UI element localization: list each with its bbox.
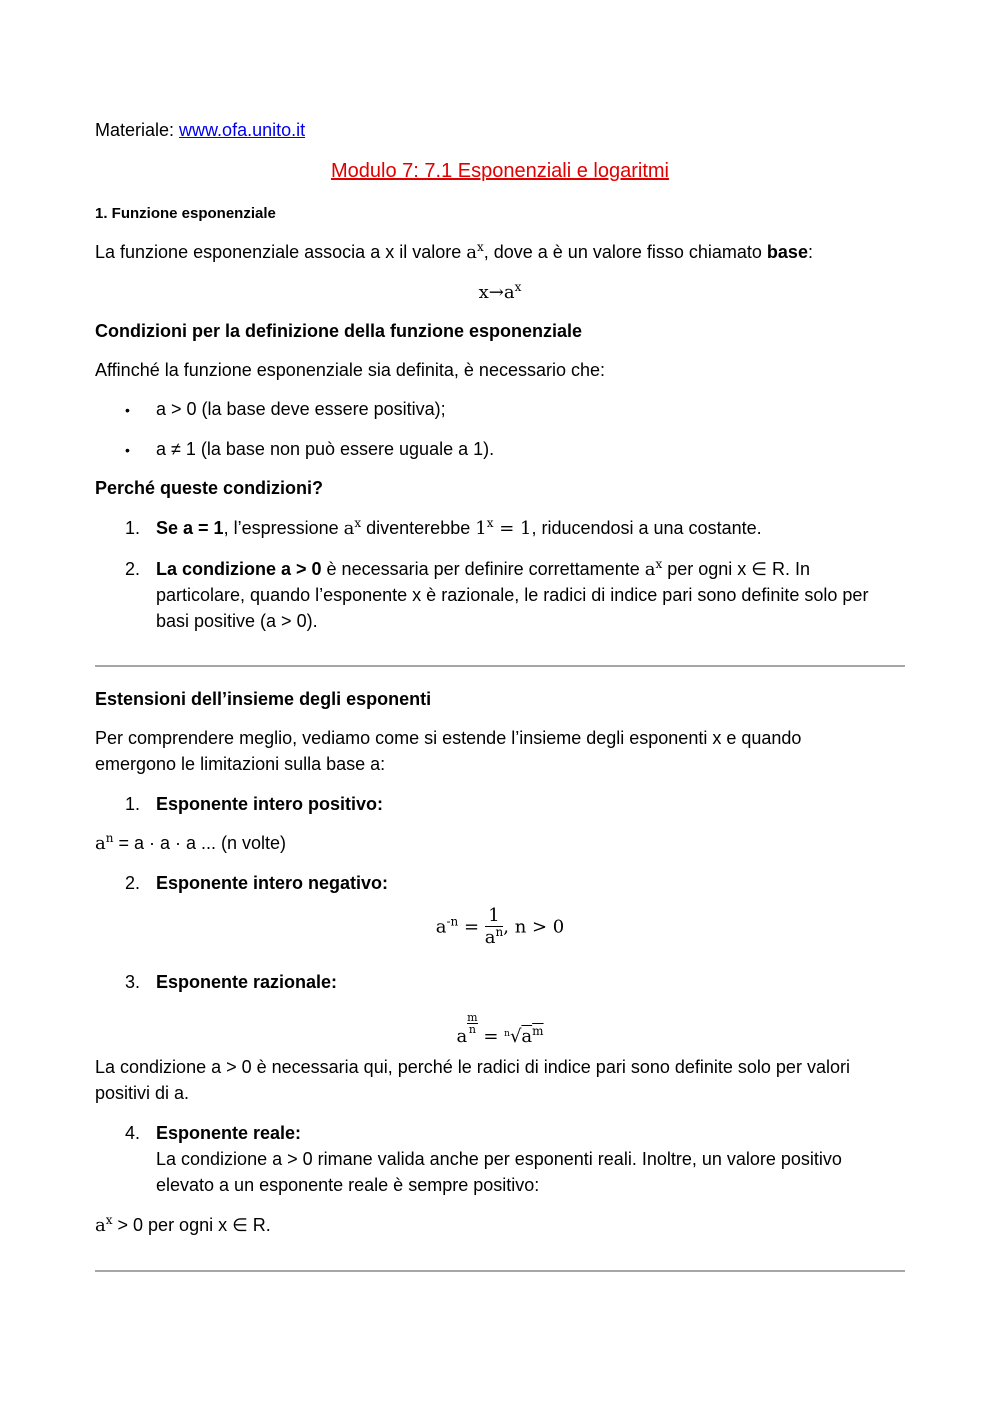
- math-base: a: [343, 518, 355, 539]
- extensions-intro-line-2: emergono le limitazioni sulla base a:: [95, 754, 386, 774]
- ext-item-2-formula: [0, 906, 1000, 949]
- formula-rest: = a · a · a ... (n volte): [113, 833, 287, 853]
- root-index: n: [504, 1029, 510, 1039]
- intro-bold-base: base: [766, 242, 808, 262]
- ext-item-3-formula: [0, 1012, 1000, 1047]
- ext-item-4-line-2: elevato a un esponente reale è sempre positivo:: [156, 1175, 540, 1195]
- why-item-2-bold: La condizione a > 0: [156, 559, 322, 579]
- formula-left: x→a: [478, 282, 515, 303]
- math-base: a: [456, 1026, 468, 1047]
- ext-item-3-note-line-2: positivi di a.: [95, 1083, 190, 1103]
- math-base: a: [95, 1215, 106, 1236]
- math-base: 1: [475, 518, 487, 539]
- formula-exponent: x: [514, 280, 522, 294]
- text: per ogni x ∈ R. In: [662, 559, 810, 579]
- exponent-fraction: [467, 1012, 477, 1035]
- math-base: a: [435, 916, 447, 938]
- math-exponent: -n: [446, 914, 459, 929]
- math-base: a: [466, 242, 477, 263]
- radical-sign: √: [509, 1026, 522, 1047]
- radicand: [521, 1026, 543, 1047]
- math-equals: =: [458, 916, 485, 938]
- why-heading: Perché queste condizioni?: [95, 478, 324, 498]
- math-exponent: x: [354, 516, 362, 530]
- fraction: [485, 906, 503, 949]
- material-link[interactable]: www.ofa.unito.it: [179, 120, 306, 140]
- condition-item: a > 0 (la base deve essere positiva);: [156, 399, 446, 419]
- fraction-numerator: m: [467, 1011, 478, 1024]
- list-number: 1.: [125, 794, 141, 814]
- math-base: a: [95, 833, 106, 854]
- fraction-denominator: [485, 927, 503, 949]
- intro-end: :: [807, 242, 813, 262]
- text: , l’espressione: [223, 518, 344, 538]
- math-exponent: x: [476, 240, 484, 254]
- ext-item-4-line-1: La condizione a > 0 rimane valida anche per esponenti reali. Inoltre, un valore positivo: [156, 1149, 842, 1169]
- material-label: Materiale:: [95, 120, 175, 140]
- math-rest: = 1: [493, 518, 532, 539]
- math-rest: , n > 0: [503, 916, 565, 938]
- fraction-denominator: n: [468, 1023, 476, 1036]
- why-item-2-line-2: particolare, quando l’esponente x è razionale, le radici di indice pari sono definite solo per: [156, 585, 869, 605]
- conditions-intro: Affinché la funzione esponenziale sia definita, è necessario che:: [95, 360, 606, 380]
- why-item-2-line-1: [156, 559, 810, 580]
- ext-item-3-note-line-1: La condizione a > 0 è necessaria qui, perché le radici di indice pari sono definite solo per valori: [95, 1057, 850, 1077]
- ext-item-4-label: Esponente reale:: [156, 1123, 302, 1143]
- math-base: a: [484, 927, 496, 948]
- text: , riducendosi a una costante.: [531, 518, 762, 538]
- ext-item-1-formula: [95, 833, 286, 854]
- extensions-intro-line-1: Per comprendere meglio, vediamo come si estende l’insieme degli esponenti x e quando: [95, 728, 802, 748]
- list-number: 3.: [125, 972, 141, 992]
- conditions-heading: Condizioni per la definizione della funzione esponenziale: [95, 321, 583, 341]
- bullet-icon: •: [125, 402, 130, 418]
- horizontal-divider: [95, 665, 905, 667]
- horizontal-divider: [95, 1270, 905, 1272]
- section-heading-funzione: 1. Funzione esponenziale: [95, 205, 276, 222]
- text: diventerebbe: [361, 518, 476, 538]
- material-line: [95, 120, 305, 141]
- page-title: Modulo 7: 7.1 Esponenziali e logaritmi: [331, 160, 669, 182]
- formula-exponential-map: [0, 282, 1000, 303]
- bullet-icon: •: [125, 442, 130, 458]
- math-exponent: x: [486, 516, 494, 530]
- ext-item-3-label: Esponente razionale:: [156, 972, 338, 992]
- text: è necessaria per definire correttamente: [321, 559, 645, 579]
- intro-text: La funzione esponenziale associa a x il valore: [95, 242, 467, 262]
- why-item-1-bold: Se a = 1: [156, 518, 224, 538]
- math-equals: =: [477, 1026, 505, 1047]
- math-exponent: m: [532, 1024, 544, 1038]
- math-exponent: n: [495, 925, 504, 939]
- math-exponent: x: [105, 1213, 113, 1227]
- math-base: a: [521, 1026, 533, 1047]
- math-exponent: x: [655, 557, 663, 571]
- list-number: 1.: [125, 518, 141, 538]
- intro-text-2: , dove a è un valore fisso chiamato: [483, 242, 767, 262]
- why-item-2-line-3: basi positive (a > 0).: [156, 611, 318, 631]
- list-number: 4.: [125, 1123, 141, 1143]
- ext-final-formula: [95, 1215, 271, 1236]
- ext-item-2-label: Esponente intero negativo:: [156, 873, 389, 893]
- list-number: 2.: [125, 873, 141, 893]
- math-exponent: n: [105, 831, 114, 845]
- fraction-numerator: 1: [485, 906, 503, 927]
- section1-intro: [95, 242, 813, 263]
- extensions-heading: Estensioni dell’insieme degli esponenti: [95, 689, 432, 709]
- ext-item-1-label: Esponente intero positivo:: [156, 794, 384, 814]
- formula-rest: > 0 per ogni x ∈ R.: [112, 1215, 271, 1235]
- condition-item: a ≠ 1 (la base non può essere uguale a 1).: [156, 439, 495, 459]
- why-item-1: [156, 518, 762, 539]
- math-base: a: [644, 559, 656, 580]
- list-number: 2.: [125, 559, 141, 579]
